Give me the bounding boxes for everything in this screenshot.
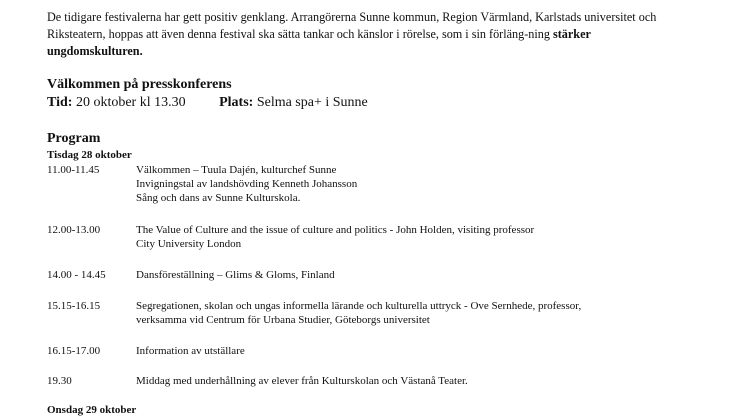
- day-heading-tuesday: Tisdag 28 oktober: [47, 149, 132, 161]
- program-line: Dansföreställning – Glims & Gloms, Finland: [136, 269, 335, 281]
- intro-text: De tidigare festivalerna har gett positiv genklang. Arrangörerna Sunne kommun, Region Värmland, Karlstads universitet och Riksteatern, hoppas att även denna festival ska sätta tankar och känslor i rörelse, som i sin förläng-ning: [47, 10, 657, 41]
- program-time: 12.00-13.00: [47, 224, 101, 236]
- program-line: Invigningstal av landshövding Kenneth Johansson: [136, 178, 358, 190]
- intro-paragraph: [47, 9, 687, 60]
- time-label: Tid:: [47, 95, 73, 110]
- program-time: 19.30: [47, 375, 72, 387]
- program-heading: Program: [47, 131, 101, 146]
- program-line: Sång och dans av Sunne Kulturskola.: [136, 192, 301, 204]
- program-line: Välkommen – Tuula Dajén, kulturchef Sunne: [136, 164, 337, 176]
- time-value: 20 oktober kl 13.30: [75, 95, 186, 110]
- place-value: Selma spa+ i Sunne: [256, 95, 368, 110]
- program-time: 11.00-11.45: [47, 164, 100, 176]
- press-details: [47, 95, 368, 111]
- place-label: Plats:: [219, 95, 254, 110]
- day-heading-wednesday: Onsdag 29 oktober: [47, 404, 137, 416]
- program-line: City University London: [136, 238, 242, 250]
- program-line: The Value of Culture and the issue of culture and politics - John Holden, visiting professor: [136, 224, 535, 236]
- program-line: verksamma vid Centrum för Urbana Studier, Göteborgs universitet: [136, 314, 430, 326]
- program-line: Information av utställare: [136, 345, 245, 357]
- intro-bold: stärker ungdomskulturen.: [47, 27, 591, 58]
- program-time: 16.15-17.00: [47, 345, 101, 357]
- program-time: 15.15-16.15: [47, 300, 101, 312]
- program-line: Segregationen, skolan och ungas informella lärande och kulturella uttryck - Ove Sernhede, professor,: [136, 300, 582, 312]
- program-line: Middag med underhållning av elever från Kulturskolan och Västanå Teater.: [136, 375, 468, 387]
- press-heading: Välkommen på presskonferens: [47, 77, 232, 92]
- program-time: 14.00 - 14.45: [47, 269, 106, 281]
